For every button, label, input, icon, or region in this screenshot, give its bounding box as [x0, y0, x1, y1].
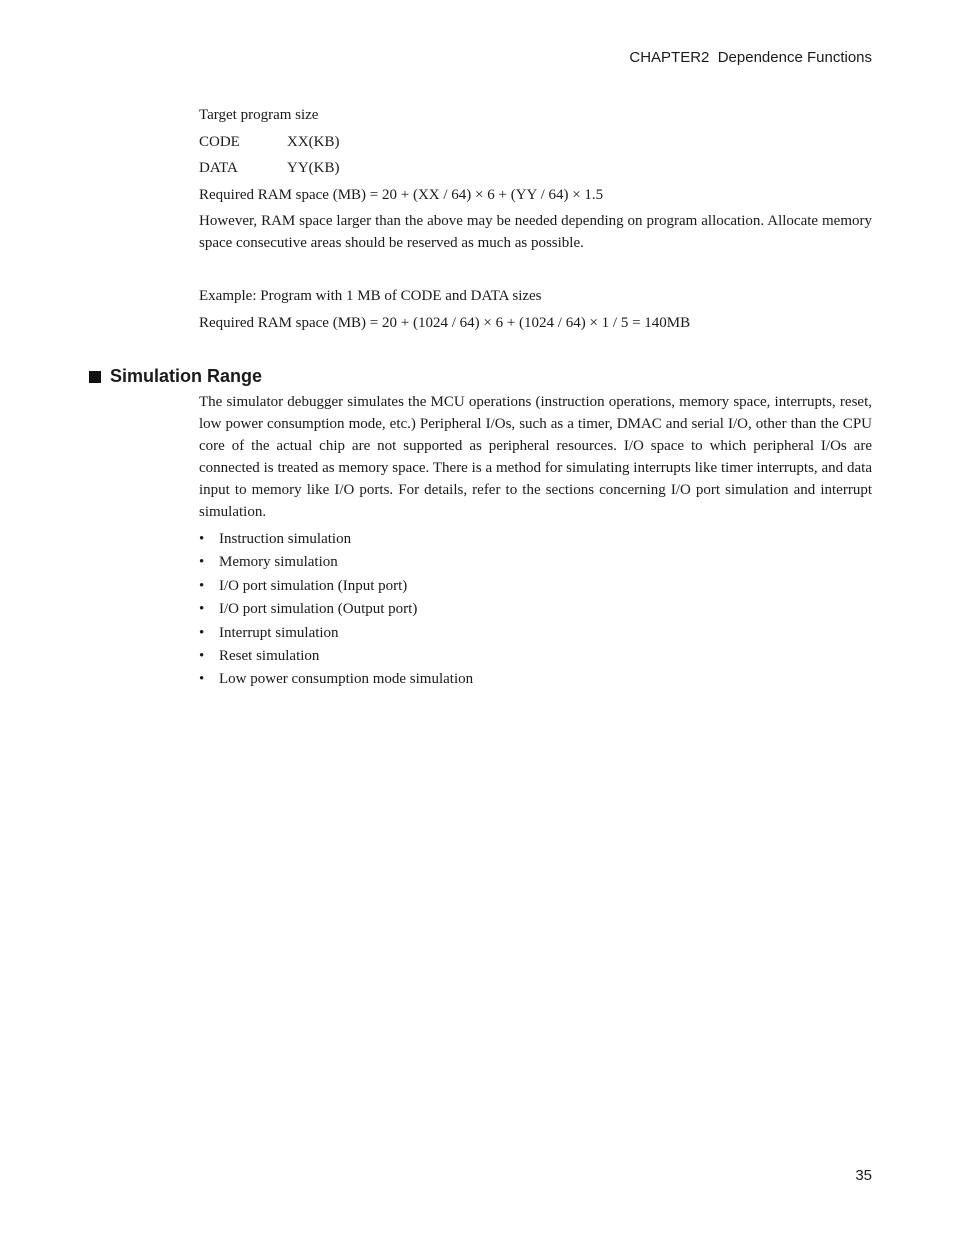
- code-size-row: [199, 131, 872, 158]
- section-title: Simulation Range: [110, 366, 263, 386]
- list-item: [199, 668, 872, 691]
- ram-note: However, RAM space larger than the above may be needed depending on program allocation. Allocate memory space consecutive areas should be reserved as much as possible.: [199, 213, 872, 251]
- list-item-text: I/O port simulation (Output port): [219, 601, 418, 618]
- bullet-icon: •: [199, 554, 205, 571]
- list-item: [199, 551, 872, 574]
- simulation-paragraph: The simulator debugger simulates the MCU operations (instruction operations, memory space, interrupts, reset, low power consumption mode, etc.) Peripheral I/Os, such as a timer, DMAC and serial I/O, other than the CPU core of the actual chip are not supported as peripheral resources. I/O space to which peripheral I/Os are connected is treated as memory space. There is a method for simulating interrupts like timer interrupts, and data input to memory like I/O ports. For details, refer to the sections concerning I/O port simulation and interrupt simulation.: [199, 394, 872, 520]
- list-item: [199, 528, 872, 551]
- bullet-icon: •: [199, 577, 205, 594]
- list-item: [199, 598, 872, 621]
- list-item: [199, 622, 872, 645]
- list-item-text: Low power consumption mode simulation: [219, 671, 474, 688]
- list-item-text: Reset simulation: [219, 647, 320, 664]
- ram-formula: Required RAM space (MB) = 20 + (XX / 64) × 6 + (YY / 64) × 1.5: [199, 186, 604, 203]
- bullet-icon: •: [199, 601, 205, 618]
- list-item-text: I/O port simulation (Input port): [219, 577, 408, 594]
- list-item: [199, 645, 872, 668]
- target-size-intro: Target program size: [199, 107, 319, 123]
- simulation-list: [199, 528, 872, 692]
- example-formula: Required RAM space (MB) = 20 + (1024 / 64) × 6 + (1024 / 64) × 1 / 5 = 140MB: [199, 314, 691, 331]
- code-term: CODE: [199, 133, 240, 150]
- bullet-icon: •: [199, 647, 205, 664]
- bullet-icon: •: [199, 531, 205, 547]
- example-block: [199, 285, 872, 334]
- data-size-row: [199, 157, 872, 184]
- list-item-text: Interrupt simulation: [219, 624, 339, 641]
- example-intro: Example: Program with 1 MB of CODE and DATA sizes: [199, 288, 542, 304]
- list-item: [199, 575, 872, 598]
- code-value: XX(KB): [287, 133, 340, 150]
- section-heading: [89, 366, 262, 387]
- square-bullet-icon: [89, 371, 101, 383]
- bullet-icon: •: [199, 624, 205, 641]
- bullet-icon: •: [199, 671, 205, 688]
- ram-requirements-block: [199, 104, 872, 254]
- data-term: DATA: [199, 160, 238, 176]
- running-header: CHAPTER2 Dependence Functions: [629, 49, 872, 66]
- simulation-range-body: [199, 391, 872, 692]
- page-number: 35: [855, 1167, 872, 1184]
- list-item-text: Memory simulation: [219, 554, 338, 571]
- list-item-text: Instruction simulation: [219, 531, 352, 547]
- data-value: YY(KB): [287, 160, 340, 176]
